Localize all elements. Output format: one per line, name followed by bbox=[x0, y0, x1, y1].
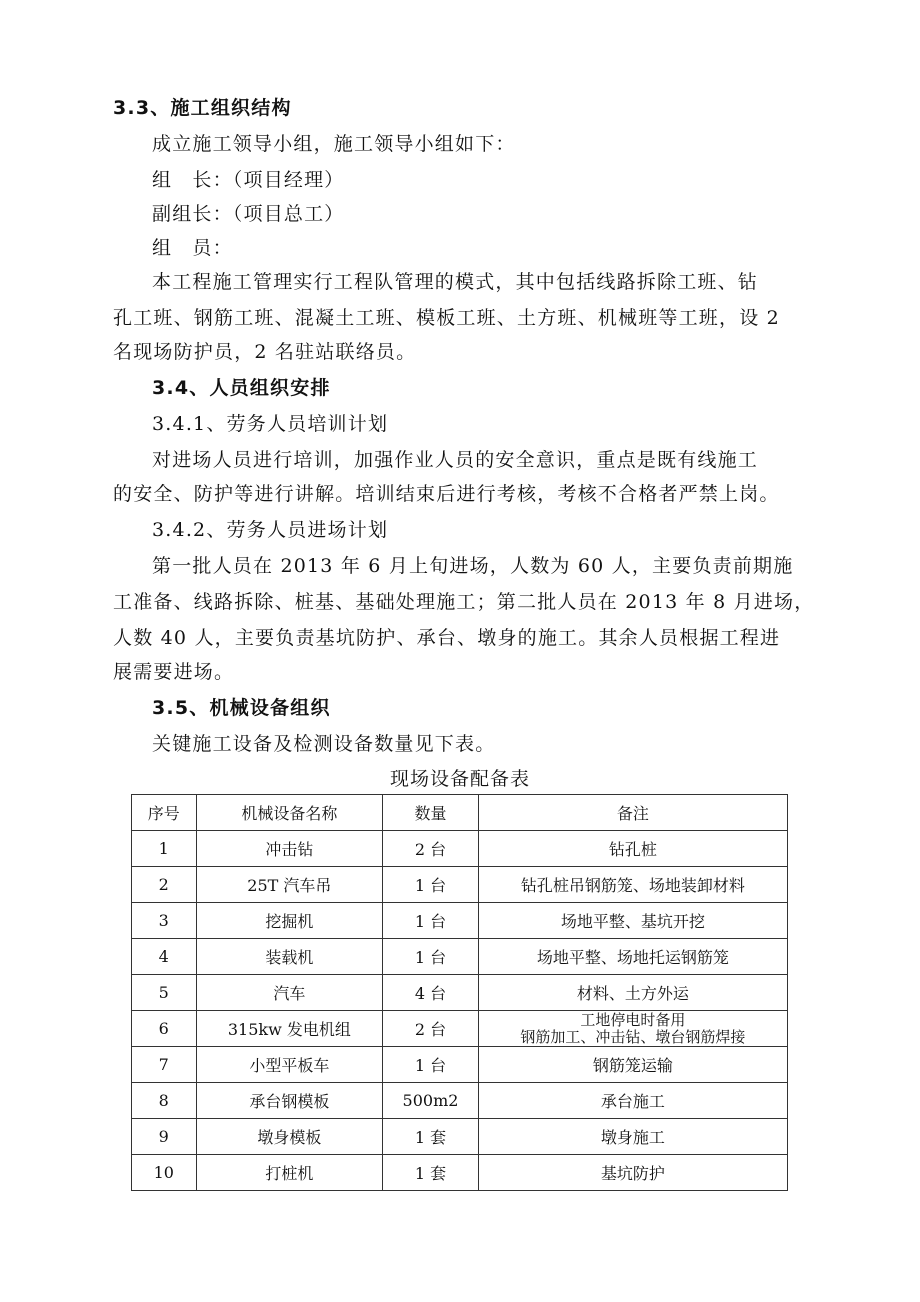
cell-index: 5 bbox=[132, 975, 197, 1011]
subsection-3-4-2-heading: 3.4.2、劳务人员进场计划 bbox=[152, 519, 389, 541]
table-header-row bbox=[132, 795, 788, 831]
section-3-5-intro: 关键施工设备及检测设备数量见下表。 bbox=[152, 733, 496, 755]
table-row bbox=[132, 867, 788, 903]
cell-index: 4 bbox=[132, 939, 197, 975]
table-title: 现场设备配备表 bbox=[389, 768, 530, 790]
cell-remark: 场地平整、场地托运钢筋笼 bbox=[478, 939, 787, 975]
table-row bbox=[132, 831, 788, 867]
table-row bbox=[132, 903, 788, 939]
arrival-line-4: 展需要进场。 bbox=[113, 661, 235, 683]
section-3-3-heading: 3.3、施工组织结构 bbox=[113, 97, 292, 119]
cell-index: 2 bbox=[132, 867, 197, 903]
cell-quantity: 4 台 bbox=[383, 975, 479, 1011]
cell-equipment-name: 承台钢模板 bbox=[196, 1083, 383, 1119]
cell-quantity: 500m2 bbox=[383, 1083, 479, 1119]
cell-index: 10 bbox=[132, 1155, 197, 1191]
cell-index: 3 bbox=[132, 903, 197, 939]
structure-paragraph-line-1: 本工程施工管理实行工程队管理的模式，其中包括线路拆除工班、钻 bbox=[152, 271, 759, 293]
cell-equipment-name: 315kw 发电机组 bbox=[196, 1011, 383, 1047]
cell-index: 9 bbox=[132, 1119, 197, 1155]
cell-remark bbox=[478, 1011, 787, 1047]
arrival-line-1: 第一批人员在 2013 年 6 月上旬进场，人数为 60 人，主要负责前期施 bbox=[152, 555, 794, 577]
cell-equipment-name: 打桩机 bbox=[196, 1155, 383, 1191]
cell-quantity: 1 台 bbox=[383, 939, 479, 975]
header-quantity: 数量 bbox=[383, 795, 479, 831]
cell-remark: 材料、土方外运 bbox=[478, 975, 787, 1011]
cell-quantity: 2 台 bbox=[383, 1011, 479, 1047]
section-3-5-heading: 3.5、机械设备组织 bbox=[152, 697, 331, 719]
members-line: 组 员： bbox=[152, 237, 233, 259]
header-remark: 备注 bbox=[478, 795, 787, 831]
cell-remark: 钢筋笼运输 bbox=[478, 1047, 787, 1083]
table-row bbox=[132, 1155, 788, 1191]
table-row bbox=[132, 1047, 788, 1083]
cell-index: 6 bbox=[132, 1011, 197, 1047]
subsection-3-4-1-heading: 3.4.1、劳务人员培训计划 bbox=[152, 413, 389, 435]
cell-remark: 场地平整、基坑开挖 bbox=[478, 903, 787, 939]
cell-remark: 钻孔桩 bbox=[478, 831, 787, 867]
table-row bbox=[132, 1011, 788, 1047]
structure-paragraph-line-2: 孔工班、钢筋工班、混凝土工班、模板工班、土方班、机械班等工班，设 2 bbox=[113, 307, 780, 329]
cell-remark: 承台施工 bbox=[478, 1083, 787, 1119]
arrival-line-2: 工准备、线路拆除、桩基、基础处理施工；第二批人员在 2013 年 8 月进场， bbox=[113, 591, 815, 613]
header-index: 序号 bbox=[132, 795, 197, 831]
training-line-2: 的安全、防护等进行讲解。培训结束后进行考核，考核不合格者严禁上岗。 bbox=[113, 483, 780, 505]
cell-index: 7 bbox=[132, 1047, 197, 1083]
table-row bbox=[132, 1119, 788, 1155]
cell-equipment-name: 装载机 bbox=[196, 939, 383, 975]
cell-remark-line-2: 钢筋加工、冲击钻、墩台钢筋焊接 bbox=[520, 1027, 746, 1046]
section-3-4-heading: 3.4、人员组织安排 bbox=[152, 377, 331, 399]
cell-remark: 基坑防护 bbox=[478, 1155, 787, 1191]
leader-line: 组 长：（项目经理） bbox=[152, 169, 345, 191]
cell-equipment-name: 墩身模板 bbox=[196, 1119, 383, 1155]
cell-quantity: 1 台 bbox=[383, 867, 479, 903]
header-equipment-name: 机械设备名称 bbox=[196, 795, 383, 831]
cell-remark: 钻孔桩吊钢筋笼、场地装卸材料 bbox=[478, 867, 787, 903]
table-row bbox=[132, 975, 788, 1011]
cell-equipment-name: 挖掘机 bbox=[196, 903, 383, 939]
table-row bbox=[132, 1083, 788, 1119]
cell-index: 1 bbox=[132, 831, 197, 867]
cell-equipment-name: 汽车 bbox=[196, 975, 383, 1011]
training-line-1: 对进场人员进行培训，加强作业人员的安全意识，重点是既有线施工 bbox=[152, 449, 759, 471]
cell-quantity: 1 套 bbox=[383, 1119, 479, 1155]
cell-equipment-name: 冲击钻 bbox=[196, 831, 383, 867]
table-row bbox=[132, 939, 788, 975]
cell-remark-line-1: 工地停电时备用 bbox=[580, 1010, 686, 1029]
cell-equipment-name: 小型平板车 bbox=[196, 1047, 383, 1083]
equipment-table bbox=[131, 794, 788, 1191]
cell-remark: 墩身施工 bbox=[478, 1119, 787, 1155]
cell-quantity: 2 台 bbox=[383, 831, 479, 867]
cell-quantity: 1 台 bbox=[383, 1047, 479, 1083]
cell-quantity: 1 套 bbox=[383, 1155, 479, 1191]
arrival-line-3: 人数 40 人，主要负责基坑防护、承台、墩身的施工。其余人员根据工程进 bbox=[113, 627, 781, 649]
structure-paragraph-line-3: 名现场防护员，2 名驻站联络员。 bbox=[113, 341, 417, 363]
cell-equipment-name: 25T 汽车吊 bbox=[196, 867, 383, 903]
cell-index: 8 bbox=[132, 1083, 197, 1119]
section-3-3-intro: 成立施工领导小组，施工领导小组如下： bbox=[152, 133, 516, 155]
deputy-line: 副组长：（项目总工） bbox=[152, 203, 345, 225]
cell-quantity: 1 台 bbox=[383, 903, 479, 939]
